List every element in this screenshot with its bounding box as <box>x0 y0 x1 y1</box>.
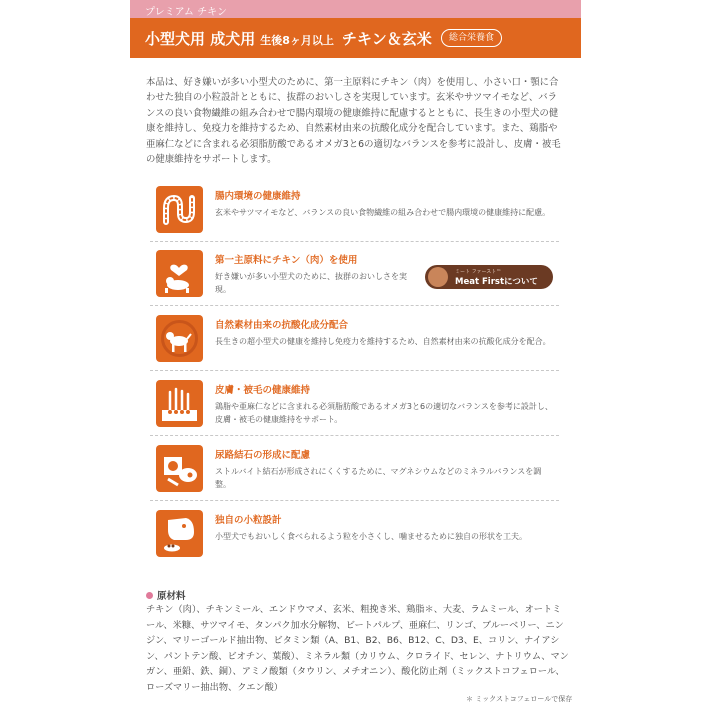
feature-title: 第一主原料にチキン（肉）を使用 <box>215 255 358 266</box>
feature-desc: 長生きの超小型犬の健康を維持し免疫力を維持するため、自然素材由来の抗酸化成分を配合。 <box>215 337 551 346</box>
ingredients-heading <box>146 588 186 602</box>
bullet-icon <box>146 592 153 599</box>
feature-item <box>150 503 559 565</box>
dog-bowl-icon <box>156 510 203 557</box>
feature-desc: 小型犬でもおいしく食べられるよう粒を小さくし、噛ませるために独自の形状を工夫。 <box>215 532 527 541</box>
feature-title: 尿路結石の形成に配慮 <box>215 450 311 461</box>
title-flavor: チキン＆玄米 <box>341 30 432 48</box>
dog-heart-icon <box>156 250 203 297</box>
intro-text: 本品は、好き嫌いが多い小型犬のために、第一主原料にチキン（肉）を使用し、小さい口・顎に合わせた独自の小粒設計とともに、抜群のおいしさを実現しています。玄米やサツマイモなど、バランスの良い食物繊維の組み合わせで腸内環境の健康維持に配慮するとともに、長生きの小型犬の健康を維持し、免疫力を維持するため、自然素材由来の抗酸化成分を配合しています。また、鶏脂や亜麻仁などに含まれる必須脂肪酸であるオメガ3と6の適切なバランスを参考に設計し、皮膚・被毛の健康維持をサポートします。 <box>146 77 561 166</box>
feature-desc: 玄米やサツマイモなど、バランスの良い食物繊維の組み合わせで腸内環境の健康維持に配慮。 <box>215 208 551 217</box>
healthy-dog-icon <box>156 315 203 362</box>
title-main: 小型犬用 成犬用 <box>145 30 256 48</box>
meat-first-label: Meat Firstについて <box>455 277 538 287</box>
feature-title: 独自の小粒設計 <box>215 515 282 526</box>
feature-desc: ストルバイト結石が形成されにくくするために、マグネシウムなどのミネラルバランスを調整。 <box>215 467 542 489</box>
feature-item <box>150 373 559 436</box>
category-label: プレミアム チキン <box>145 7 227 18</box>
meat-first-subtitle: ミート ファースト™ <box>455 269 502 275</box>
feature-item <box>150 308 559 371</box>
category-bar <box>130 0 581 18</box>
product-title <box>145 28 432 49</box>
feature-desc: 鶏脂や亜麻仁などに含まれる必須脂肪酸であるオメガ3と6の適切なバランスを参考に設計し、皮膚・被毛の健康維持をサポート。 <box>215 402 553 424</box>
product-detail <box>130 0 581 711</box>
meat-first-logo-icon <box>428 267 448 287</box>
feature-item <box>150 179 559 242</box>
nutrition-badge: 総合栄養食 <box>441 29 502 47</box>
urinary-icon <box>156 445 203 492</box>
ingredients-heading-label: 原材料 <box>157 591 186 602</box>
skin-coat-icon <box>156 380 203 427</box>
feature-item <box>150 438 559 501</box>
feature-item <box>150 243 559 306</box>
feature-desc: 好き嫌いが多い小型犬のために、抜群のおいしさを実現。 <box>215 272 407 294</box>
ingredients-text: チキン（肉）、チキンミール、エンドウマメ、玄米、粗挽き米、鶏脂＊、大麦、ラムミール、オートミール、米糠、サツマイモ、タンパク加水分解物、ビートパルプ、亜麻仁、リンゴ、ブルーベリー、ニンジン、マリーゴールド抽出物、ビタミン類（A、B1、B2、B6、B12、C、D3、E、コリン、ナイアシン、パントテン酸、ビオチン、葉酸）、ミネラル類（カリウム、クロライド、セレン、ナトリウム、マンガン、亜鉛、鉄、銅）、アミノ酸類（タウリン、メチオニン）、酸化防止剤（ミックストコフェロール、ローズマリー抽出物、クエン酸） <box>146 604 569 693</box>
ingredients-footnote: ＊ ミックストコフェロールで保存 <box>466 695 573 703</box>
intestine-icon <box>156 186 203 233</box>
feature-title: 腸内環境の健康維持 <box>215 191 301 202</box>
feature-title: 自然素材由来の抗酸化成分配合 <box>215 320 349 331</box>
title-age: 生後8ヶ月以上 <box>260 34 334 47</box>
title-bar <box>130 18 581 58</box>
meat-first-button[interactable] <box>425 265 553 289</box>
feature-title: 皮膚・被毛の健康維持 <box>215 385 311 396</box>
